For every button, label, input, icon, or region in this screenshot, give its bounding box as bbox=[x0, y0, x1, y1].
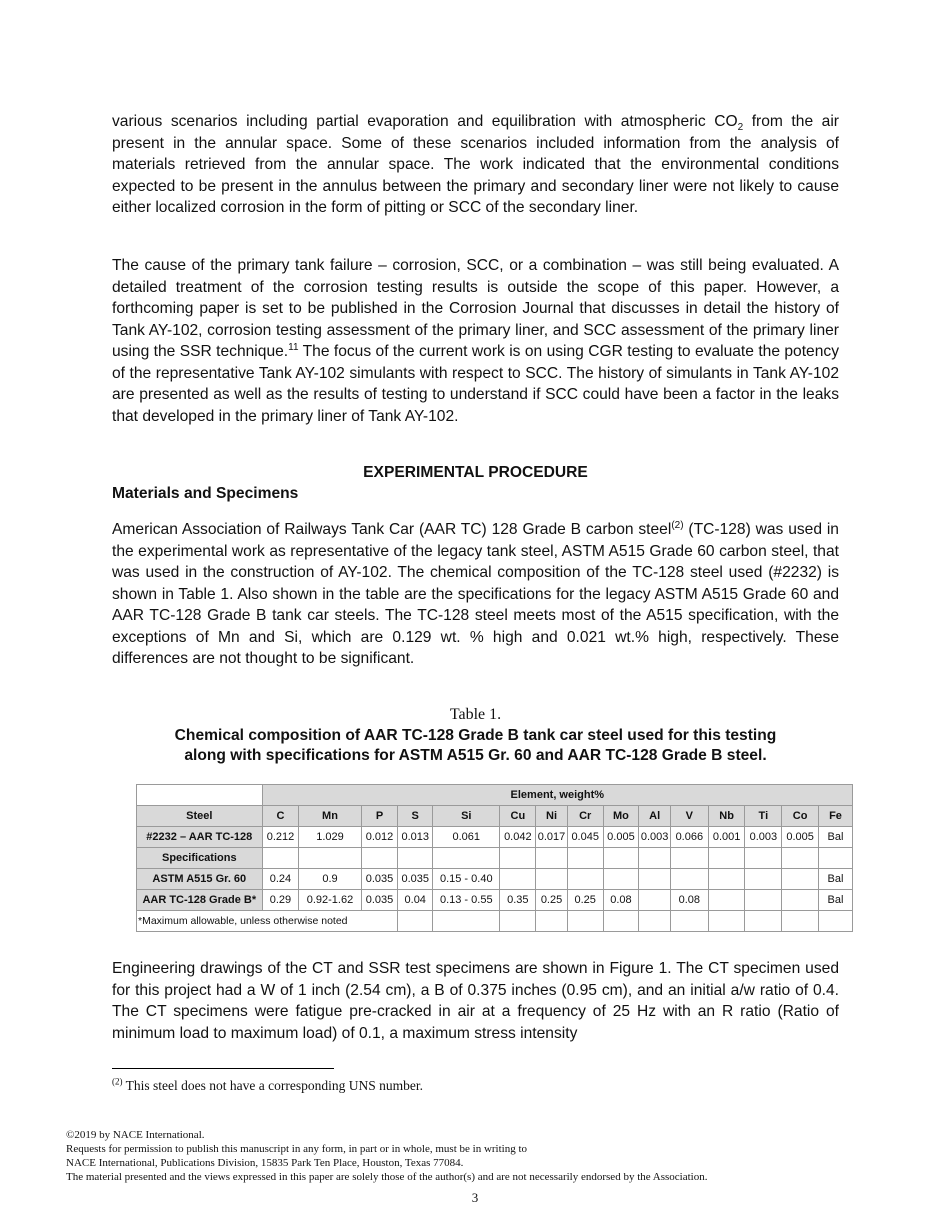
element-weight-header: Element, weight% bbox=[262, 785, 852, 806]
column-header: Mo bbox=[603, 806, 639, 827]
table-cell: 0.15 - 0.40 bbox=[433, 869, 500, 890]
column-header: Si bbox=[433, 806, 500, 827]
column-header: P bbox=[361, 806, 398, 827]
column-header: Cr bbox=[567, 806, 603, 827]
table-cell bbox=[639, 848, 671, 869]
table-cell: Bal bbox=[818, 890, 852, 911]
table-cell bbox=[670, 869, 708, 890]
table-cell bbox=[782, 911, 819, 932]
table-row bbox=[137, 890, 853, 911]
table-row bbox=[137, 827, 853, 848]
table-corner-cell bbox=[137, 785, 263, 806]
column-header: Ti bbox=[745, 806, 782, 827]
table-cell bbox=[536, 869, 568, 890]
table-caption: Chemical composition of AAR TC-128 Grade B tank car steel used for this testing along with specifications for ASTM A515 Gr. 60 and AAR TC-128 Grade B steel. bbox=[174, 727, 777, 764]
table-cell bbox=[567, 911, 603, 932]
table-cell bbox=[745, 848, 782, 869]
column-header: C bbox=[262, 806, 299, 827]
column-header: S bbox=[398, 806, 433, 827]
table-cell bbox=[708, 869, 745, 890]
table-cell: 0.08 bbox=[603, 890, 639, 911]
row-label: Specifications bbox=[137, 848, 263, 869]
table-cell: 0.035 bbox=[361, 869, 398, 890]
column-header: Nb bbox=[708, 806, 745, 827]
table-cell bbox=[567, 869, 603, 890]
table-cell bbox=[398, 848, 433, 869]
table-cell bbox=[500, 911, 536, 932]
table-cell bbox=[745, 890, 782, 911]
table-cell: 0.24 bbox=[262, 869, 299, 890]
column-header: Fe bbox=[818, 806, 852, 827]
table-cell bbox=[782, 869, 819, 890]
table-cell: 0.017 bbox=[536, 827, 568, 848]
table-cell: 0.003 bbox=[639, 827, 671, 848]
table-cell bbox=[708, 848, 745, 869]
table-cell: 0.045 bbox=[567, 827, 603, 848]
table-cell: 0.035 bbox=[398, 869, 433, 890]
table-cell: 0.005 bbox=[603, 827, 639, 848]
table-cell bbox=[603, 848, 639, 869]
column-header: Steel bbox=[137, 806, 263, 827]
column-header: V bbox=[670, 806, 708, 827]
table-cell bbox=[670, 911, 708, 932]
table-cell bbox=[500, 848, 536, 869]
table-cell: 0.92-1.62 bbox=[299, 890, 361, 911]
table-cell bbox=[500, 869, 536, 890]
table-cell bbox=[818, 848, 852, 869]
column-header: Co bbox=[782, 806, 819, 827]
table-cell bbox=[567, 848, 603, 869]
column-header: Mn bbox=[299, 806, 361, 827]
table-cell bbox=[639, 869, 671, 890]
table-cell: 0.001 bbox=[708, 827, 745, 848]
paragraph-materials: American Association of Railways Tank Car (AAR TC) 128 Grade B carbon steel$^{(2)}$ (TC-128) was used in the experimental work as representative of the legacy tank steel, ASTM A515 Grade 60 carbon steel, that was used in the construction of AY-102. The chemical composition of the TC-128 steel used (#2232) is shown in Table 1. Also shown in the table are the specifications for the legacy ASTM A515 Grade 60 and AAR TC-128 Grade B tank car steels. The TC-128 steel meets most of the A515 specification, with the exceptions of Mn and Si, which are 0.129 wt. % high and 0.021 wt.% high, respectively. These differences are not thought to be significant. bbox=[112, 519, 839, 667]
table-row bbox=[137, 869, 853, 890]
row-label: AAR TC-128 Grade B* bbox=[137, 890, 263, 911]
table-cell bbox=[639, 911, 671, 932]
table-group-header-row bbox=[137, 785, 853, 806]
table-column-header-row bbox=[137, 806, 853, 827]
paragraph-scenarios: various scenarios including partial evaporation and equilibration with atmospheric $CO_2$ from the air present in the annular space. Some of these scenarios included information from the analysis of materials retrieved from the annular space. The work indicated that the environmental conditions expected to be present in the annulus between the primary and secondary liner were not likely to cause either localized corrosion in the form of pitting or SCC of the secondary liner. bbox=[112, 113, 839, 216]
column-header: Ni bbox=[536, 806, 568, 827]
table-cell: Bal bbox=[818, 869, 852, 890]
table-cell: 0.08 bbox=[670, 890, 708, 911]
table-cell bbox=[745, 911, 782, 932]
table-row bbox=[137, 848, 853, 869]
footer-line: Requests for permission to publish this manuscript in any form, in part or in whole, must be in writing to bbox=[66, 1143, 528, 1155]
footer-line: NACE International, Publications Division, 15835 Park Ten Place, Houston, Texas 77084. bbox=[66, 1157, 464, 1169]
table-cell bbox=[670, 848, 708, 869]
table-cell: 0.013 bbox=[398, 827, 433, 848]
copyright-footer bbox=[66, 1128, 707, 1184]
table-cell: 0.25 bbox=[567, 890, 603, 911]
table-cell bbox=[361, 848, 398, 869]
footer-line: ©2019 by NACE International. bbox=[66, 1129, 205, 1141]
table-cell bbox=[745, 869, 782, 890]
table-cell: 0.061 bbox=[433, 827, 500, 848]
table-cell bbox=[639, 890, 671, 911]
table-cell bbox=[398, 911, 433, 932]
table-cell: 0.29 bbox=[262, 890, 299, 911]
table-cell: 0.25 bbox=[536, 890, 568, 911]
table-cell bbox=[782, 890, 819, 911]
table-cell: 0.9 bbox=[299, 869, 361, 890]
table-cell: 0.35 bbox=[500, 890, 536, 911]
section-heading: EXPERIMENTAL PROCEDURE bbox=[363, 464, 588, 481]
table-cell bbox=[603, 911, 639, 932]
chemical-composition-table bbox=[136, 784, 853, 932]
table-note: *Maximum allowable, unless otherwise noted bbox=[137, 911, 398, 932]
table-cell: 0.035 bbox=[361, 890, 398, 911]
footnote-divider bbox=[112, 1068, 334, 1069]
table-cell bbox=[536, 911, 568, 932]
footer-line: The material presented and the views expressed in this paper are solely those of the author(s) and are not necessarily endorsed by the Association. bbox=[66, 1171, 708, 1183]
table-cell bbox=[708, 911, 745, 932]
subsection-heading: Materials and Specimens bbox=[112, 485, 299, 502]
table-cell: 0.005 bbox=[782, 827, 819, 848]
footnote: $^{(2)}$ This steel does not have a corresponding UNS number. bbox=[112, 1076, 423, 1093]
row-label: ASTM A515 Gr. 60 bbox=[137, 869, 263, 890]
table-cell bbox=[782, 848, 819, 869]
table-cell: 1.029 bbox=[299, 827, 361, 848]
table-cell bbox=[262, 848, 299, 869]
table-cell: 0.012 bbox=[361, 827, 398, 848]
table-cell bbox=[603, 869, 639, 890]
table-cell bbox=[433, 848, 500, 869]
table-cell bbox=[433, 911, 500, 932]
column-header: Cu bbox=[500, 806, 536, 827]
table-cell: 0.003 bbox=[745, 827, 782, 848]
paragraph-primary-tank-failure: The cause of the primary tank failure – corrosion, SCC, or a combination – was still being evaluated. A detailed treatment of the corrosion testing results is outside the scope of this paper. However, a forthcoming paper is set to be published in the Corrosion Journal that discusses in detail the history of Tank AY-102, corrosion testing assessment of the primary liner, and SCC assessment of the primary liner using the SSR technique.$^{11}$ The focus of the current work is on using CGR testing to evaluate the potency of the representative Tank AY-102 simulants with respect to SCC. The history of simulants in Tank AY-102 are presented as well as the results of testing to understand if SCC could have been a factor in the leaks that developed in the primary liner of Tank AY-102. bbox=[112, 257, 839, 425]
table-cell: 0.13 - 0.55 bbox=[433, 890, 500, 911]
table-cell bbox=[536, 848, 568, 869]
table-cell: Bal bbox=[818, 827, 852, 848]
table-note-row bbox=[137, 911, 853, 932]
page-number: 3 bbox=[471, 1190, 479, 1205]
table-cell: 0.04 bbox=[398, 890, 433, 911]
table-cell bbox=[708, 890, 745, 911]
table-cell: 0.212 bbox=[262, 827, 299, 848]
table-label: Table 1. bbox=[449, 706, 502, 723]
paragraph-engineering-drawings: Engineering drawings of the CT and SSR test specimens are shown in Figure 1. The CT specimen used for this project had a W of 1 inch (2.54 cm), a B of 0.375 inches (0.95 cm), and an initial a/w ratio of 0.4. The CT specimens were fatigue pre-cracked in air at a frequency of 25 Hz with an R ratio (Ratio of minimum load to maximum load) of 0.1, a maximum stress intensity bbox=[112, 960, 839, 1042]
row-label: #2232 – AAR TC-128 bbox=[137, 827, 263, 848]
table-cell: 0.042 bbox=[500, 827, 536, 848]
table-cell bbox=[818, 911, 852, 932]
table-cell bbox=[299, 848, 361, 869]
table-cell: 0.066 bbox=[670, 827, 708, 848]
column-header: Al bbox=[639, 806, 671, 827]
